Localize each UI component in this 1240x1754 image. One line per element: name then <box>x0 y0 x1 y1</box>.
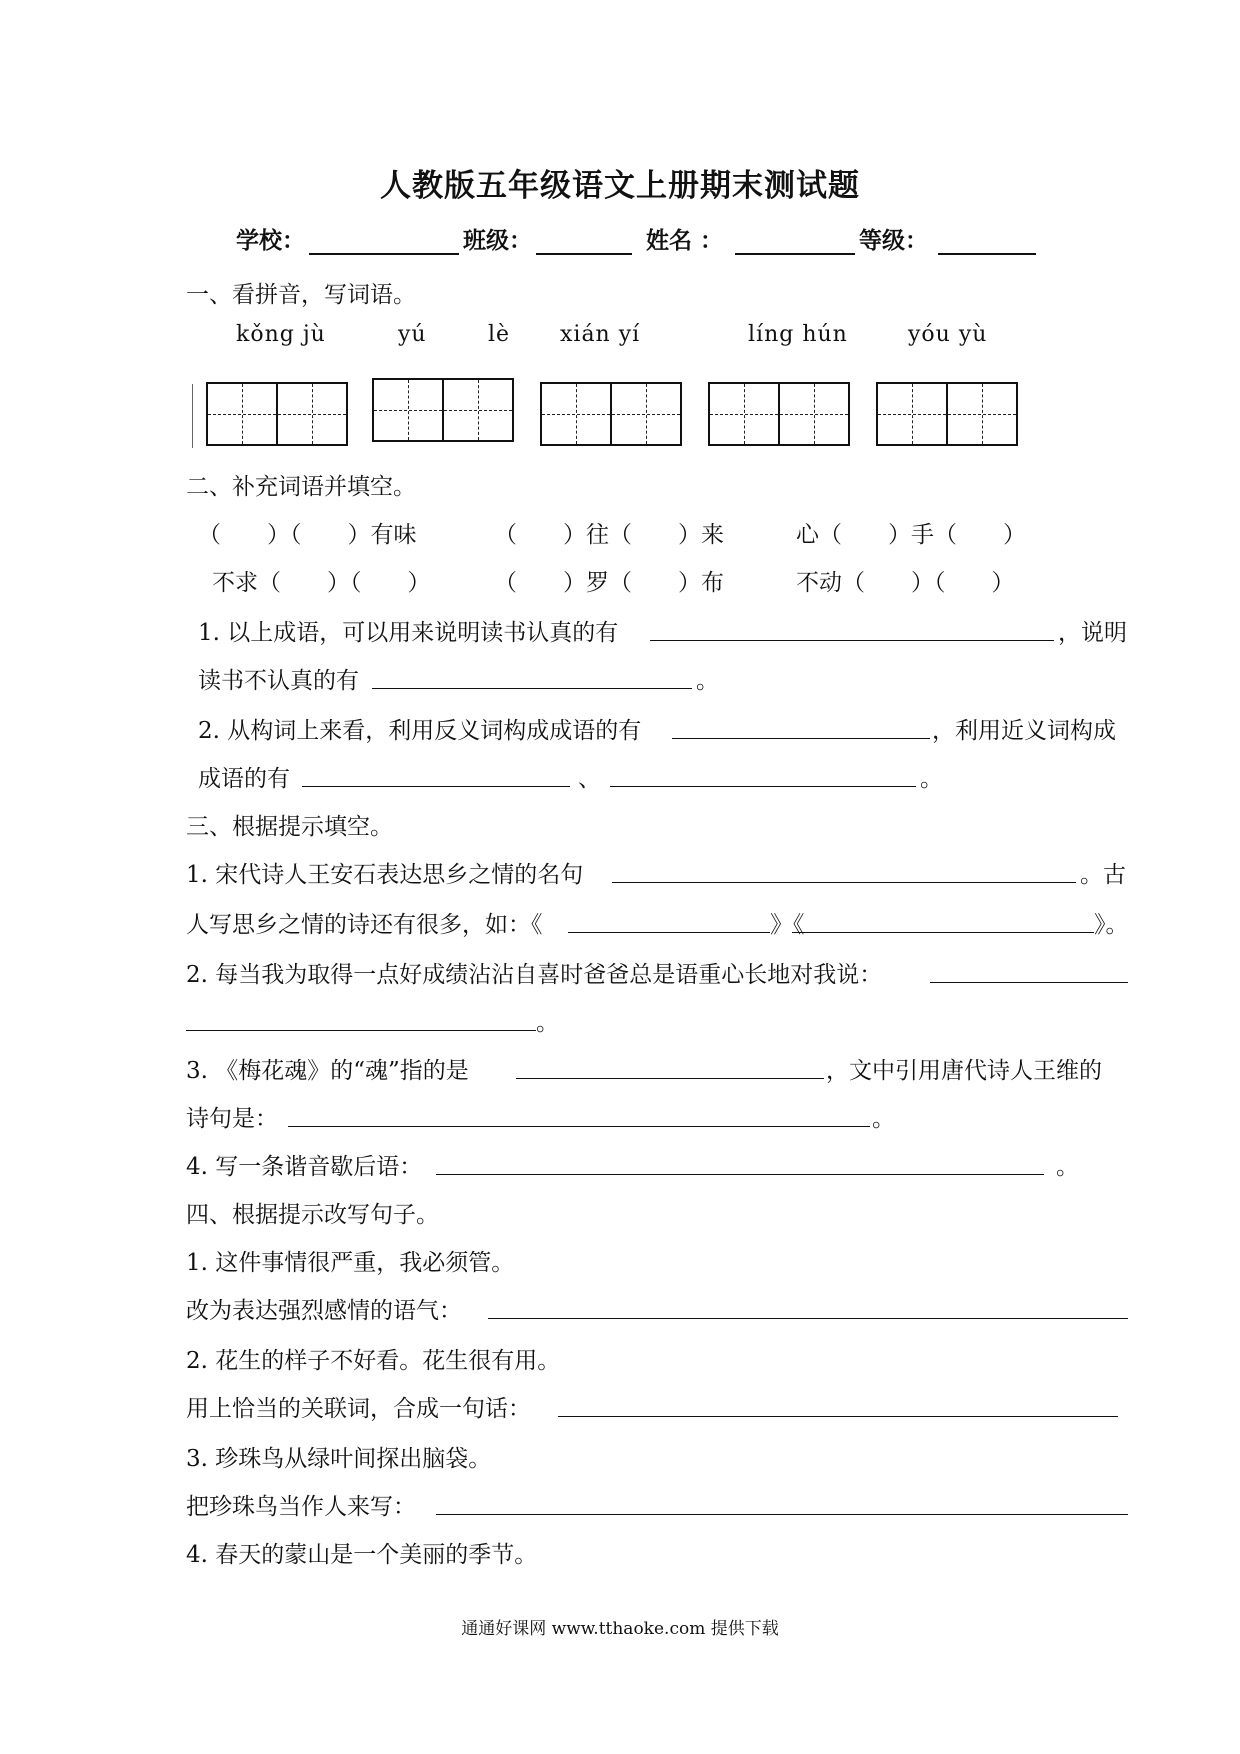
s3-q4-text: 4. 写一条谐音歇后语： <box>186 1154 423 1180</box>
s3-q1-tail: 。古 <box>1080 862 1126 888</box>
school-field[interactable] <box>309 231 459 255</box>
pinyin-3: lè <box>488 322 511 347</box>
s2-q2-tail: ，利用近义词构成 <box>932 718 1116 744</box>
idiom-2: （ ）往（ ）来 <box>494 522 724 548</box>
grid-cell[interactable] <box>540 382 612 446</box>
name-label: 姓名 ： <box>646 227 724 254</box>
idiom-4: 不求（ ）（ ） <box>212 570 431 596</box>
scan-mark <box>192 384 198 448</box>
school-label: 学校： <box>236 227 305 254</box>
answer-line[interactable] <box>516 1078 824 1079</box>
s2-q2-sep: 、 <box>578 766 601 792</box>
s3-q3-text: 3. 《梅花魂》的“魂”指的是 <box>186 1058 469 1084</box>
writing-grid-1[interactable] <box>206 382 348 450</box>
answer-line[interactable] <box>488 1318 1128 1319</box>
writing-grid-4[interactable] <box>708 382 850 450</box>
pinyin-6: yóu yù <box>908 322 988 347</box>
grid-cell[interactable] <box>372 378 444 442</box>
answer-line[interactable] <box>186 1030 536 1031</box>
answer-line[interactable] <box>372 688 692 689</box>
section-1-heading: 一、看拼音，写词语。 <box>186 282 416 308</box>
idiom-1: （ ）（ ）有味 <box>198 522 417 548</box>
s3-q3-tail: ，文中引用唐代诗人王维的 <box>826 1058 1102 1084</box>
s2-q1-end: 。 <box>696 668 719 694</box>
pinyin-5: líng hún <box>748 322 848 347</box>
class-field[interactable] <box>536 231 632 255</box>
s4-q3: 3. 珍珠鸟从绿叶间探出脑袋。 <box>186 1446 492 1472</box>
grid-cell[interactable] <box>206 382 278 446</box>
s3-q1-end: 》。 <box>1094 912 1129 938</box>
s2-q1-text-2: 读书不认真的有 <box>198 668 359 694</box>
pinyin-1: kǒng jù <box>236 322 326 347</box>
answer-line[interactable] <box>792 932 1094 933</box>
grid-cell[interactable] <box>780 382 850 446</box>
answer-line[interactable] <box>650 640 1054 641</box>
s4-q4: 4. 春天的蒙山是一个美丽的季节。 <box>186 1542 538 1568</box>
grid-cell[interactable] <box>444 378 514 442</box>
answer-line[interactable] <box>610 786 916 787</box>
writing-grid-5[interactable] <box>876 382 1018 450</box>
page-title: 人教版五年级语文上册期末测试题 <box>380 168 860 204</box>
name-field[interactable] <box>735 231 855 255</box>
grid-cell[interactable] <box>708 382 780 446</box>
s3-q1-text: 1. 宋代诗人王安石表达思乡之情的名句 <box>186 862 584 888</box>
s3-q3-text-2: 诗句是： <box>186 1106 278 1132</box>
idiom-6: 不动（ ）（ ） <box>796 570 1015 596</box>
s3-q4-end: 。 <box>1056 1154 1079 1180</box>
answer-line[interactable] <box>302 786 570 787</box>
grade-label: 等级： <box>859 227 929 254</box>
idiom-3: 心（ ）手（ ） <box>796 522 1026 548</box>
s3-q2-end: 。 <box>536 1010 559 1036</box>
s4-q1-prompt: 改为表达强烈感情的语气： <box>186 1298 462 1324</box>
idiom-5: （ ）罗（ ）布 <box>494 570 724 596</box>
pinyin-2: yú <box>398 322 427 347</box>
s3-q3-end: 。 <box>872 1106 895 1132</box>
grade-field[interactable] <box>938 231 1036 255</box>
pinyin-4: xián yí <box>560 322 641 347</box>
grid-cell[interactable] <box>612 382 682 446</box>
answer-line[interactable] <box>612 882 1076 883</box>
section-4-heading: 四、根据提示改写句子。 <box>186 1202 439 1228</box>
s3-q1-mid: 》《 <box>770 912 805 938</box>
s2-q2-text: 2. 从构词上来看，利用反义词构成成语的有 <box>198 718 642 744</box>
s3-q2-text: 2. 每当我为取得一点好成绩沾沾自喜时爸爸总是语重心长地对我说： <box>186 962 883 988</box>
s2-q1-text: 1. 以上成语，可以用来说明读书认真的有 <box>198 620 619 646</box>
answer-line[interactable] <box>436 1514 1128 1515</box>
grid-cell[interactable] <box>278 382 348 446</box>
answer-line[interactable] <box>930 982 1128 983</box>
writing-grid-3[interactable] <box>540 382 682 450</box>
s2-q1-tail: ，说明 <box>1058 620 1127 646</box>
grid-cell[interactable] <box>876 382 948 446</box>
answer-line[interactable] <box>672 738 930 739</box>
s4-q3-prompt: 把珍珠鸟当作人来写： <box>186 1494 416 1520</box>
section-2-heading: 二、补充词语并填空。 <box>186 474 416 500</box>
section-3-heading: 三、根据提示填空。 <box>186 814 393 840</box>
page-footer: 通通好课网 www.tthaoke.com 提供下载 <box>461 1619 779 1639</box>
answer-line[interactable] <box>558 1416 1118 1417</box>
answer-line[interactable] <box>288 1126 870 1127</box>
s4-q2: 2. 花生的样子不好看。花生很有用。 <box>186 1348 561 1374</box>
student-info-row <box>236 222 1040 255</box>
s2-q2-text-2: 成语的有 <box>198 766 290 792</box>
answer-line[interactable] <box>436 1174 1044 1175</box>
s4-q1: 1. 这件事情很严重，我必须管。 <box>186 1250 515 1276</box>
writing-grid-2[interactable] <box>372 378 514 446</box>
grid-cell[interactable] <box>948 382 1018 446</box>
s3-q1-text-2: 人写思乡之情的诗还有很多，如：《 <box>186 912 543 938</box>
s2-q2-end: 。 <box>920 766 943 792</box>
class-label: 班级： <box>463 227 532 254</box>
answer-line[interactable] <box>568 932 770 933</box>
s4-q2-prompt: 用上恰当的关联词，合成一句话： <box>186 1396 531 1422</box>
